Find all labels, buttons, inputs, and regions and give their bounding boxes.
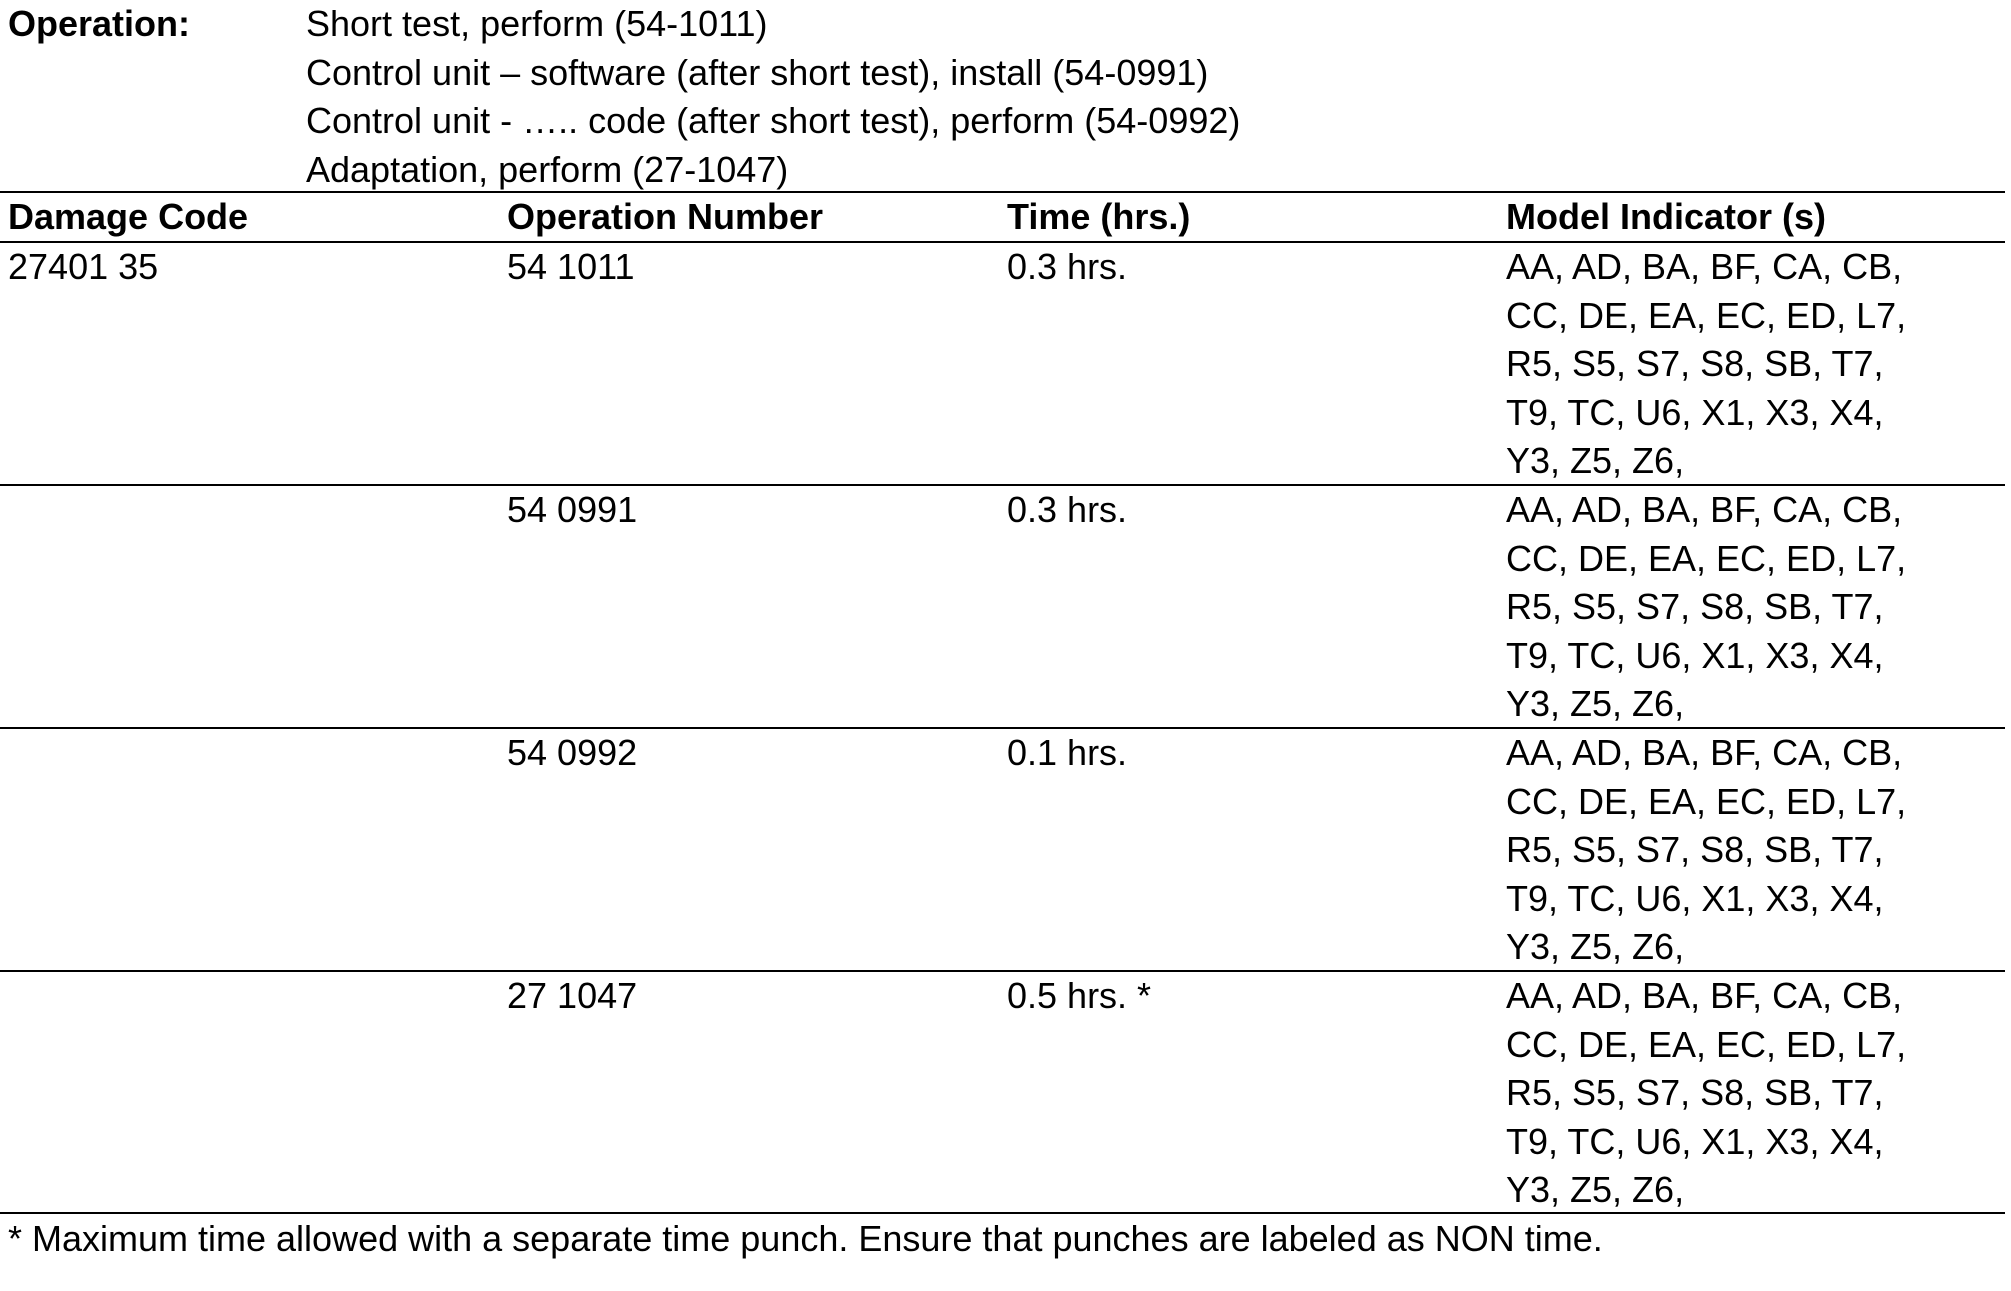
operation-number-cell: 54 0991 [507,489,638,530]
model-line: T9, TC, U6, X1, X3, X4, [1506,1120,1884,1162]
model-line: T9, TC, U6, X1, X3, X4, [1506,877,1884,919]
header-damage-code: Damage Code [8,196,249,237]
model-line: AA, AD, BA, BF, CA, CB, [1506,732,1903,773]
model-indicator-cell [1506,243,2006,486]
header-time: Time (hrs.) [1007,196,1191,237]
footnote: * Maximum time allowed with a separate time punch. Ensure that punches are labeled as NON time. [8,1218,1603,1259]
model-line: R5, S5, S7, S8, SB, T7, [1506,586,1884,627]
damage-code-cell: 27401 35 [8,246,159,287]
time-cell: 0.3 hrs. [1007,489,1128,530]
operation-number-cell: 27 1047 [507,975,638,1016]
time-cell: 0.5 hrs. * [1007,975,1152,1016]
time-cell: 0.1 hrs. [1007,732,1128,773]
model-line: T9, TC, U6, X1, X3, X4, [1506,391,1884,433]
table-row [0,972,2011,1215]
model-indicator-cell [1506,486,2006,729]
operation-line: Short test, perform (54-1011) [306,3,768,44]
operation-line: Control unit – software (after short test), install (54-0991) [306,51,1209,93]
table-bottom-rule [0,1212,2005,1214]
model-line: R5, S5, S7, S8, SB, T7, [1506,829,1884,870]
model-line: CC, DE, EA, EC, ED, L7, [1506,537,1907,579]
model-line: T9, TC, U6, X1, X3, X4, [1506,634,1884,676]
model-indicator-cell [1506,972,2006,1215]
model-line: Y3, Z5, Z6, [1506,926,1685,967]
model-line: Y3, Z5, Z6, [1506,1169,1685,1210]
operation-line: Control unit - ….. code (after short test), perform (54-0992) [306,100,1241,141]
operation-number-cell: 54 1011 [507,246,635,287]
model-line: Y3, Z5, Z6, [1506,683,1685,724]
table-row [0,486,2011,729]
table-row [0,243,2011,486]
operation-label: Operation: [8,3,191,44]
operation-line: Adaptation, perform (27-1047) [306,148,789,190]
model-indicator-cell [1506,729,2006,972]
time-cell: 0.3 hrs. [1007,246,1128,287]
model-line: AA, AD, BA, BF, CA, CB, [1506,489,1903,530]
operation-number-cell: 54 0992 [507,732,638,773]
model-line: R5, S5, S7, S8, SB, T7, [1506,1072,1884,1113]
table-row [0,729,2011,972]
model-line: AA, AD, BA, BF, CA, CB, [1506,975,1903,1016]
model-line: CC, DE, EA, EC, ED, L7, [1506,294,1907,336]
header-model-indicator: Model Indicator (s) [1506,196,1827,237]
model-line: R5, S5, S7, S8, SB, T7, [1506,343,1884,384]
model-line: CC, DE, EA, EC, ED, L7, [1506,780,1907,822]
model-line: AA, AD, BA, BF, CA, CB, [1506,246,1903,287]
model-line: Y3, Z5, Z6, [1506,440,1685,481]
header-operation-number: Operation Number [507,196,824,237]
model-line: CC, DE, EA, EC, ED, L7, [1506,1023,1907,1065]
